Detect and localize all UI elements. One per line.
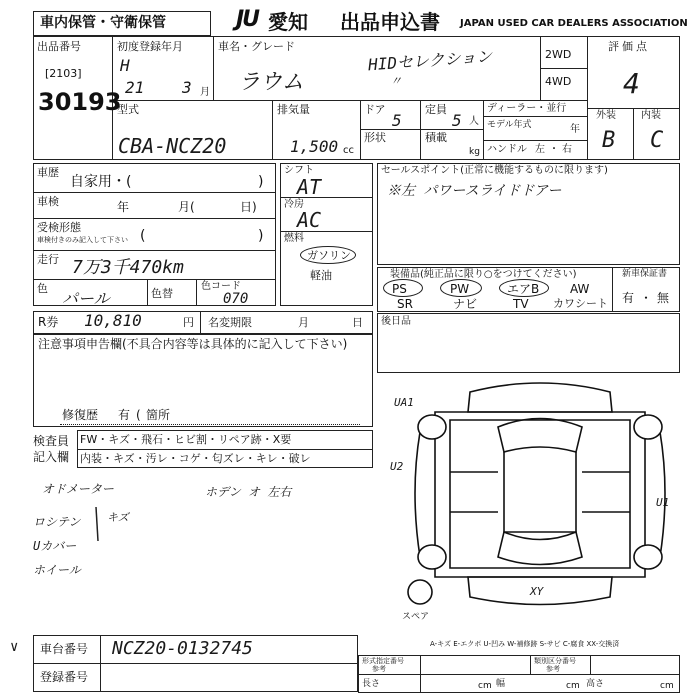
displacement: 1,500 xyxy=(290,137,339,156)
hand-note-odometer: オドメーター xyxy=(42,482,114,496)
two-wd: 2WD xyxy=(545,48,572,61)
equip-airbag-circle xyxy=(499,279,549,297)
selling-points-value: ※左 パワースライドドアー xyxy=(387,183,562,199)
color-label: 色 xyxy=(37,282,48,295)
doors-label: ドア xyxy=(364,103,386,116)
inspector-label-1: 検査員 xyxy=(33,434,70,448)
year-unit: 年 xyxy=(570,124,580,135)
inspection-label: 車検 xyxy=(37,195,59,208)
capacity-unit: 人 xyxy=(469,116,479,127)
warranty-yes: 有 xyxy=(622,291,635,305)
reg-year: 21 xyxy=(125,78,145,97)
color: パール xyxy=(62,289,110,308)
reg-month-unit: 月 xyxy=(200,87,210,98)
selling-points-label: セールスポイント(正常に機能するものに限ります) xyxy=(381,165,608,176)
lot-sub-number: [2103] xyxy=(45,67,82,80)
first-reg-label: 初度登録年月 xyxy=(117,40,183,53)
cc-unit: cc xyxy=(343,145,354,156)
history-paren-close: ) xyxy=(258,174,264,190)
recycle-yen: 円 xyxy=(183,316,194,329)
handle-label: ハンドル xyxy=(487,144,527,155)
fuel-diesel: 軽油 xyxy=(310,269,332,282)
spare-label: スペア xyxy=(402,612,430,622)
length-label: 長さ xyxy=(362,679,381,689)
check-mark: ∨ xyxy=(10,639,19,655)
handle-right: 右 xyxy=(562,144,572,155)
model-year-label: モデル年式 xyxy=(487,120,532,130)
load-label: 積載 xyxy=(425,131,447,144)
shift-label: シフト xyxy=(284,165,314,176)
equip-pw: PW xyxy=(450,282,470,296)
interior-label: 内装 xyxy=(641,110,661,121)
handle-left: 左 xyxy=(535,144,545,155)
inspector-row-1: FW・キズ・飛石・ヒビ割・リペア跡・X要 xyxy=(80,433,292,446)
equip-tv: TV xyxy=(513,297,529,311)
form-title: 出品申込書 xyxy=(340,10,440,34)
rating-score: 4 xyxy=(623,67,640,100)
after-items-block xyxy=(377,313,680,373)
reg-month: 3 xyxy=(182,78,192,97)
model-code: CBA-NCZ20 xyxy=(118,134,227,158)
repair-paren: ( xyxy=(136,408,141,422)
name-change-day: 日 xyxy=(352,316,363,329)
capacity-label: 定員 xyxy=(425,103,447,116)
equip-leather: カワシート xyxy=(553,297,608,310)
mileage: 7万3千470km xyxy=(72,257,184,278)
association-name: JAPAN USED CAR DEALERS ASSOCIATION xyxy=(460,18,688,29)
car-grade: HIDセレクション xyxy=(367,46,493,75)
reg-era: H xyxy=(120,56,130,75)
type-reference: 参考 xyxy=(372,665,386,673)
type-designation-label: 形式指定番号 xyxy=(362,657,404,665)
inspector-label-2: 記入欄 xyxy=(33,450,70,464)
equip-sr: SR xyxy=(397,297,413,311)
equip-airbag: エアB xyxy=(507,282,540,296)
history-value: 自家用・( xyxy=(70,174,132,190)
kg-unit: kg xyxy=(469,147,480,157)
class-label: 類別区分番号 xyxy=(534,657,576,665)
shape-label: 形状 xyxy=(364,131,386,144)
damage-ua1: UA1 xyxy=(394,396,414,409)
doors: 5 xyxy=(392,111,402,130)
four-wd: 4WD xyxy=(545,75,572,88)
fuel-gas: ガソリン xyxy=(307,249,351,262)
ac: AC xyxy=(297,208,322,232)
hand-bracket-mark xyxy=(90,505,110,545)
chassis-number: NCZ20-0132745 xyxy=(112,638,253,659)
mileage-label: 走行 xyxy=(37,253,59,266)
ac-label: 冷房 xyxy=(284,199,304,210)
lot-number: 30193 xyxy=(38,88,122,116)
inspection-year: 年 xyxy=(117,200,130,214)
shift: AT xyxy=(297,175,322,199)
exterior-grade: B xyxy=(602,128,616,153)
equip-pw-circle xyxy=(440,279,482,297)
storage-note: 車内保管・守衛保管 xyxy=(40,15,166,31)
selling-points-block xyxy=(377,163,680,265)
org-region: 愛知 xyxy=(268,10,308,34)
new-warranty-label: 新車保証書 xyxy=(622,269,668,279)
inspection-month: 月( xyxy=(178,200,195,214)
interior-grade: C xyxy=(650,128,664,153)
receive-paren-open: ( xyxy=(140,228,146,244)
capacity: 5 xyxy=(452,111,462,130)
recycle-value: 10,810 xyxy=(84,311,142,330)
receive-paren-close: ) xyxy=(258,228,264,244)
hand-note-right: ホデン オ 左右 xyxy=(205,485,292,499)
recycle-label: R券 xyxy=(38,315,59,329)
width-label: 幅 xyxy=(496,679,506,689)
repair-value: 有 xyxy=(118,408,131,422)
fuel-label: 燃料 xyxy=(284,233,304,244)
history-label: 車歴 xyxy=(37,166,59,179)
reg-number-label: 登録番号 xyxy=(40,670,89,684)
dealer-label: ディーラー・並行 xyxy=(487,103,567,114)
warranty-no: 無 xyxy=(657,291,670,305)
equip-navi: ナビ xyxy=(453,297,478,311)
exterior-label: 外装 xyxy=(596,110,616,121)
color-code: 070 xyxy=(223,291,249,307)
damage-xy: XY xyxy=(530,585,544,598)
hand-note-rocker: ロシテン xyxy=(33,515,81,529)
damage-legend: A-キズ E-エクボ U-凹み W-補修跡 S-サビ C-腐食 XX-交換済 xyxy=(430,640,620,648)
receive-label: 受検形態 xyxy=(37,221,81,234)
width-unit: cm xyxy=(566,681,580,691)
equip-ps: PS xyxy=(392,282,407,296)
lot-label: 出品番号 xyxy=(37,40,81,53)
equip-aw: AW xyxy=(570,282,590,296)
chassis-label: 車台番号 xyxy=(40,642,89,656)
after-items-label: 後日品 xyxy=(381,316,411,327)
hand-note-wheel: ホイール xyxy=(33,563,81,577)
equipment-label: 装備品(純正品に限り○をつけてください) xyxy=(390,269,577,280)
car-grade-sub: 〃 xyxy=(390,74,403,88)
height-label: 高さ xyxy=(586,679,605,689)
ju-logo: JU xyxy=(236,7,259,32)
length-unit: cm xyxy=(478,681,492,691)
inspector-row-2: 内装・キズ・汚レ・コゲ・匂ズレ・キレ・破レ xyxy=(80,452,311,465)
inspection-day: 日) xyxy=(240,200,257,214)
notes-label: 注意事項申告欄(不具合内容等は具体的に記入して下さい) xyxy=(38,337,348,351)
receive-note: 車検付きのみ記入して下さい xyxy=(37,236,128,244)
handle-dot: ・ xyxy=(549,144,559,155)
damage-u1: U1 xyxy=(656,496,670,509)
hand-note-ucover: Uカバー xyxy=(33,539,77,553)
color-code-label: 色コード xyxy=(201,281,241,292)
repair-label: 修復歴 xyxy=(62,408,99,422)
warranty-dot: ・ xyxy=(640,291,653,305)
hand-note-scratch: キズ xyxy=(107,511,129,524)
equip-ps-circle xyxy=(383,279,423,297)
damage-u2: U2 xyxy=(390,460,404,473)
name-grade-label: 車名・グレード xyxy=(218,40,295,53)
repair-place: 箇所 xyxy=(146,408,171,422)
color-swap-label: 色替 xyxy=(151,287,173,300)
rating-label: 評価点 xyxy=(608,40,650,53)
displacement-label: 排気量 xyxy=(277,103,310,116)
height-unit: cm xyxy=(660,681,674,691)
name-change-month: 月 xyxy=(298,316,309,329)
model-label: 型式 xyxy=(117,103,139,116)
car-name: ラウム xyxy=(238,70,304,95)
class-reference: 参考 xyxy=(546,665,560,673)
name-change-label: 名変期限 xyxy=(208,316,252,329)
